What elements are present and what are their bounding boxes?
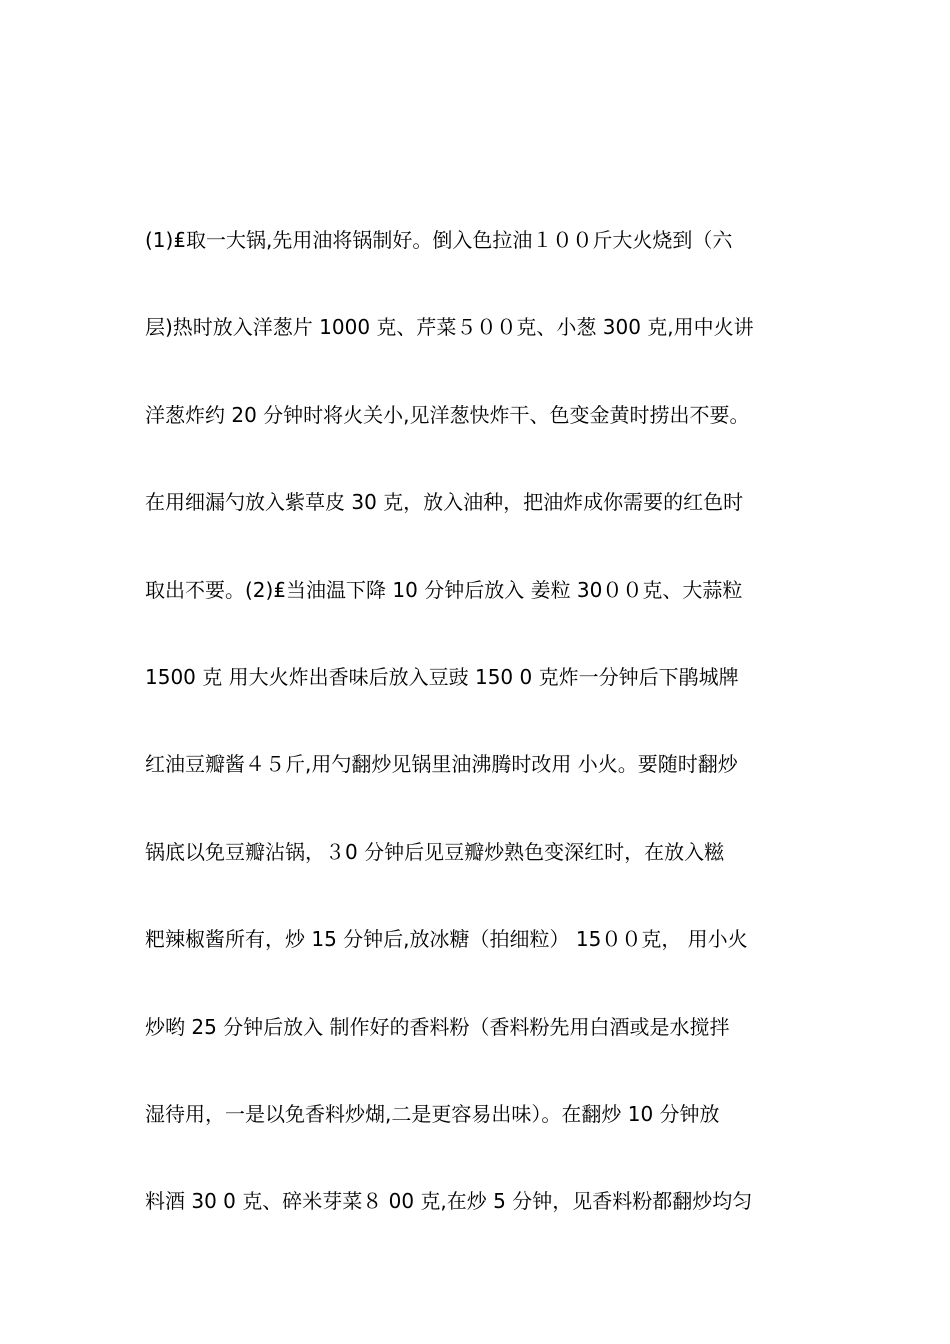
- text-line: 锅底以免豆瓣沾锅，３0 分钟后见豆瓣炒熟色变深红时，在放入糍: [145, 839, 725, 864]
- text-line: 红油豆瓣酱４５斤,用勺翻炒见锅里油沸腾时改用 小火。要随时翻炒: [145, 752, 738, 777]
- text-line: 层)热时放入洋葱片 1000 克、芹菜５００克、小葱 300 克,用中火讲: [145, 315, 754, 340]
- text-line: 洋葱炸约 20 分钟时将火关小,见洋葱快炸干、色变金黄时捞出不要。: [145, 402, 750, 427]
- text-line: 料酒 30 0 克、碎米芽菜８ 00 克,在炒 5 分钟，见香料粉都翻炒均匀: [145, 1189, 753, 1214]
- text-line: 炒哟 25 分钟后放入 制作好的香料粉（香料粉先用白酒或是水搅拌: [145, 1014, 730, 1039]
- recipe-paragraph: [145, 222, 825, 1271]
- text-line: (1)₤取一大锅,先用油将锅制好。倒入色拉油１００斤大火烧到（六: [145, 228, 733, 252]
- text-line: 取出不要。(2)₤当油温下降 10 分钟后放入 姜粒 30００克、大蒜粒: [145, 577, 743, 602]
- text-line: 1500 克 用大火炸出香味后放入豆豉 150 0 克炸一分钟后下鹃城牌: [145, 664, 739, 689]
- text-line: 在用细漏勺放入紫草皮 30 克，放入油种，把油炸成你需要的红色时: [145, 490, 744, 515]
- text-line: 粑辣椒酱所有，炒 15 分钟后,放冰糖（拍细粒） 15００克， 用小火: [145, 927, 748, 952]
- text-line: 湿待用，一是以免香料炒煳,二是更容易出味）。在翻炒 10 分钟放: [145, 1101, 720, 1126]
